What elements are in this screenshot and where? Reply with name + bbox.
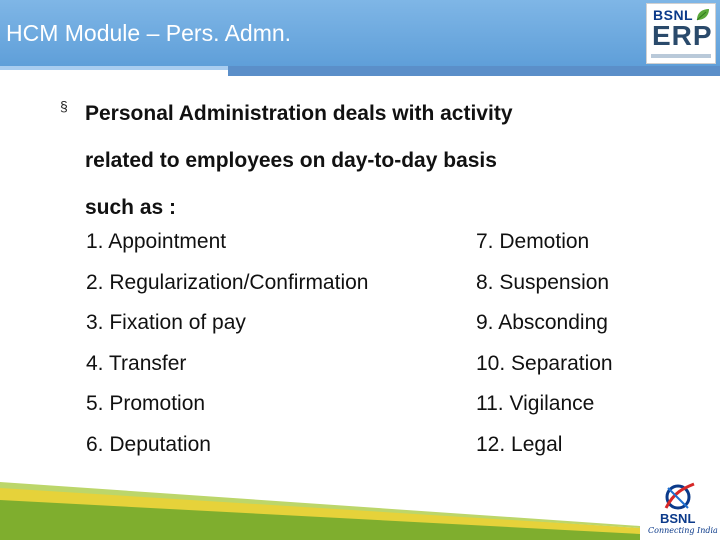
activity-item: 12. Legal: [476, 432, 563, 456]
erp-logo-tagline: [651, 54, 711, 58]
intro-line: such as :: [85, 196, 177, 219]
activity-item: 7. Demotion: [476, 230, 590, 253]
slide-title: HCM Module – Pers. Admn.: [6, 20, 292, 46]
activity-item: 11. Vigilance: [476, 392, 595, 415]
bsnl-logo: [646, 482, 718, 540]
intro-line: Personal Administration deals with activity: [85, 102, 513, 125]
activity-item: 2. Regularization/Confirmation: [86, 270, 369, 294]
bsnl-logo-brand: BSNL: [660, 511, 696, 526]
activity-item: 9. Absconding: [476, 311, 608, 334]
bullet-icon: §: [60, 98, 68, 114]
activity-list-left: [86, 222, 368, 465]
bsnl-logo-tagline: Connecting India: [648, 526, 718, 535]
activity-item: 3. Fixation of pay: [86, 311, 246, 334]
activity-item: 8. Suspension: [476, 270, 610, 294]
header-stripe-light: [0, 66, 228, 70]
activity-item: 1. Appointment: [86, 230, 227, 253]
header-stripe: [228, 66, 720, 76]
activity-item: 10. Separation: [476, 351, 613, 375]
activity-item: 6. Deputation: [86, 432, 211, 456]
activity-item: 5. Promotion: [86, 392, 206, 415]
activity-list-right: [476, 222, 613, 465]
intro-line: related to employees on day-to-day basis: [85, 149, 497, 172]
intro-paragraph: [85, 90, 645, 231]
activity-item: 4. Transfer: [86, 351, 187, 375]
bottom-swoosh-decoration: [0, 478, 640, 540]
erp-logo-product: ERP: [652, 20, 713, 51]
erp-logo-brand: BSNL: [653, 7, 694, 23]
bsnl-erp-logo: [646, 3, 716, 64]
title-bar: [0, 0, 720, 66]
bsnl-emblem-icon: [646, 482, 710, 512]
